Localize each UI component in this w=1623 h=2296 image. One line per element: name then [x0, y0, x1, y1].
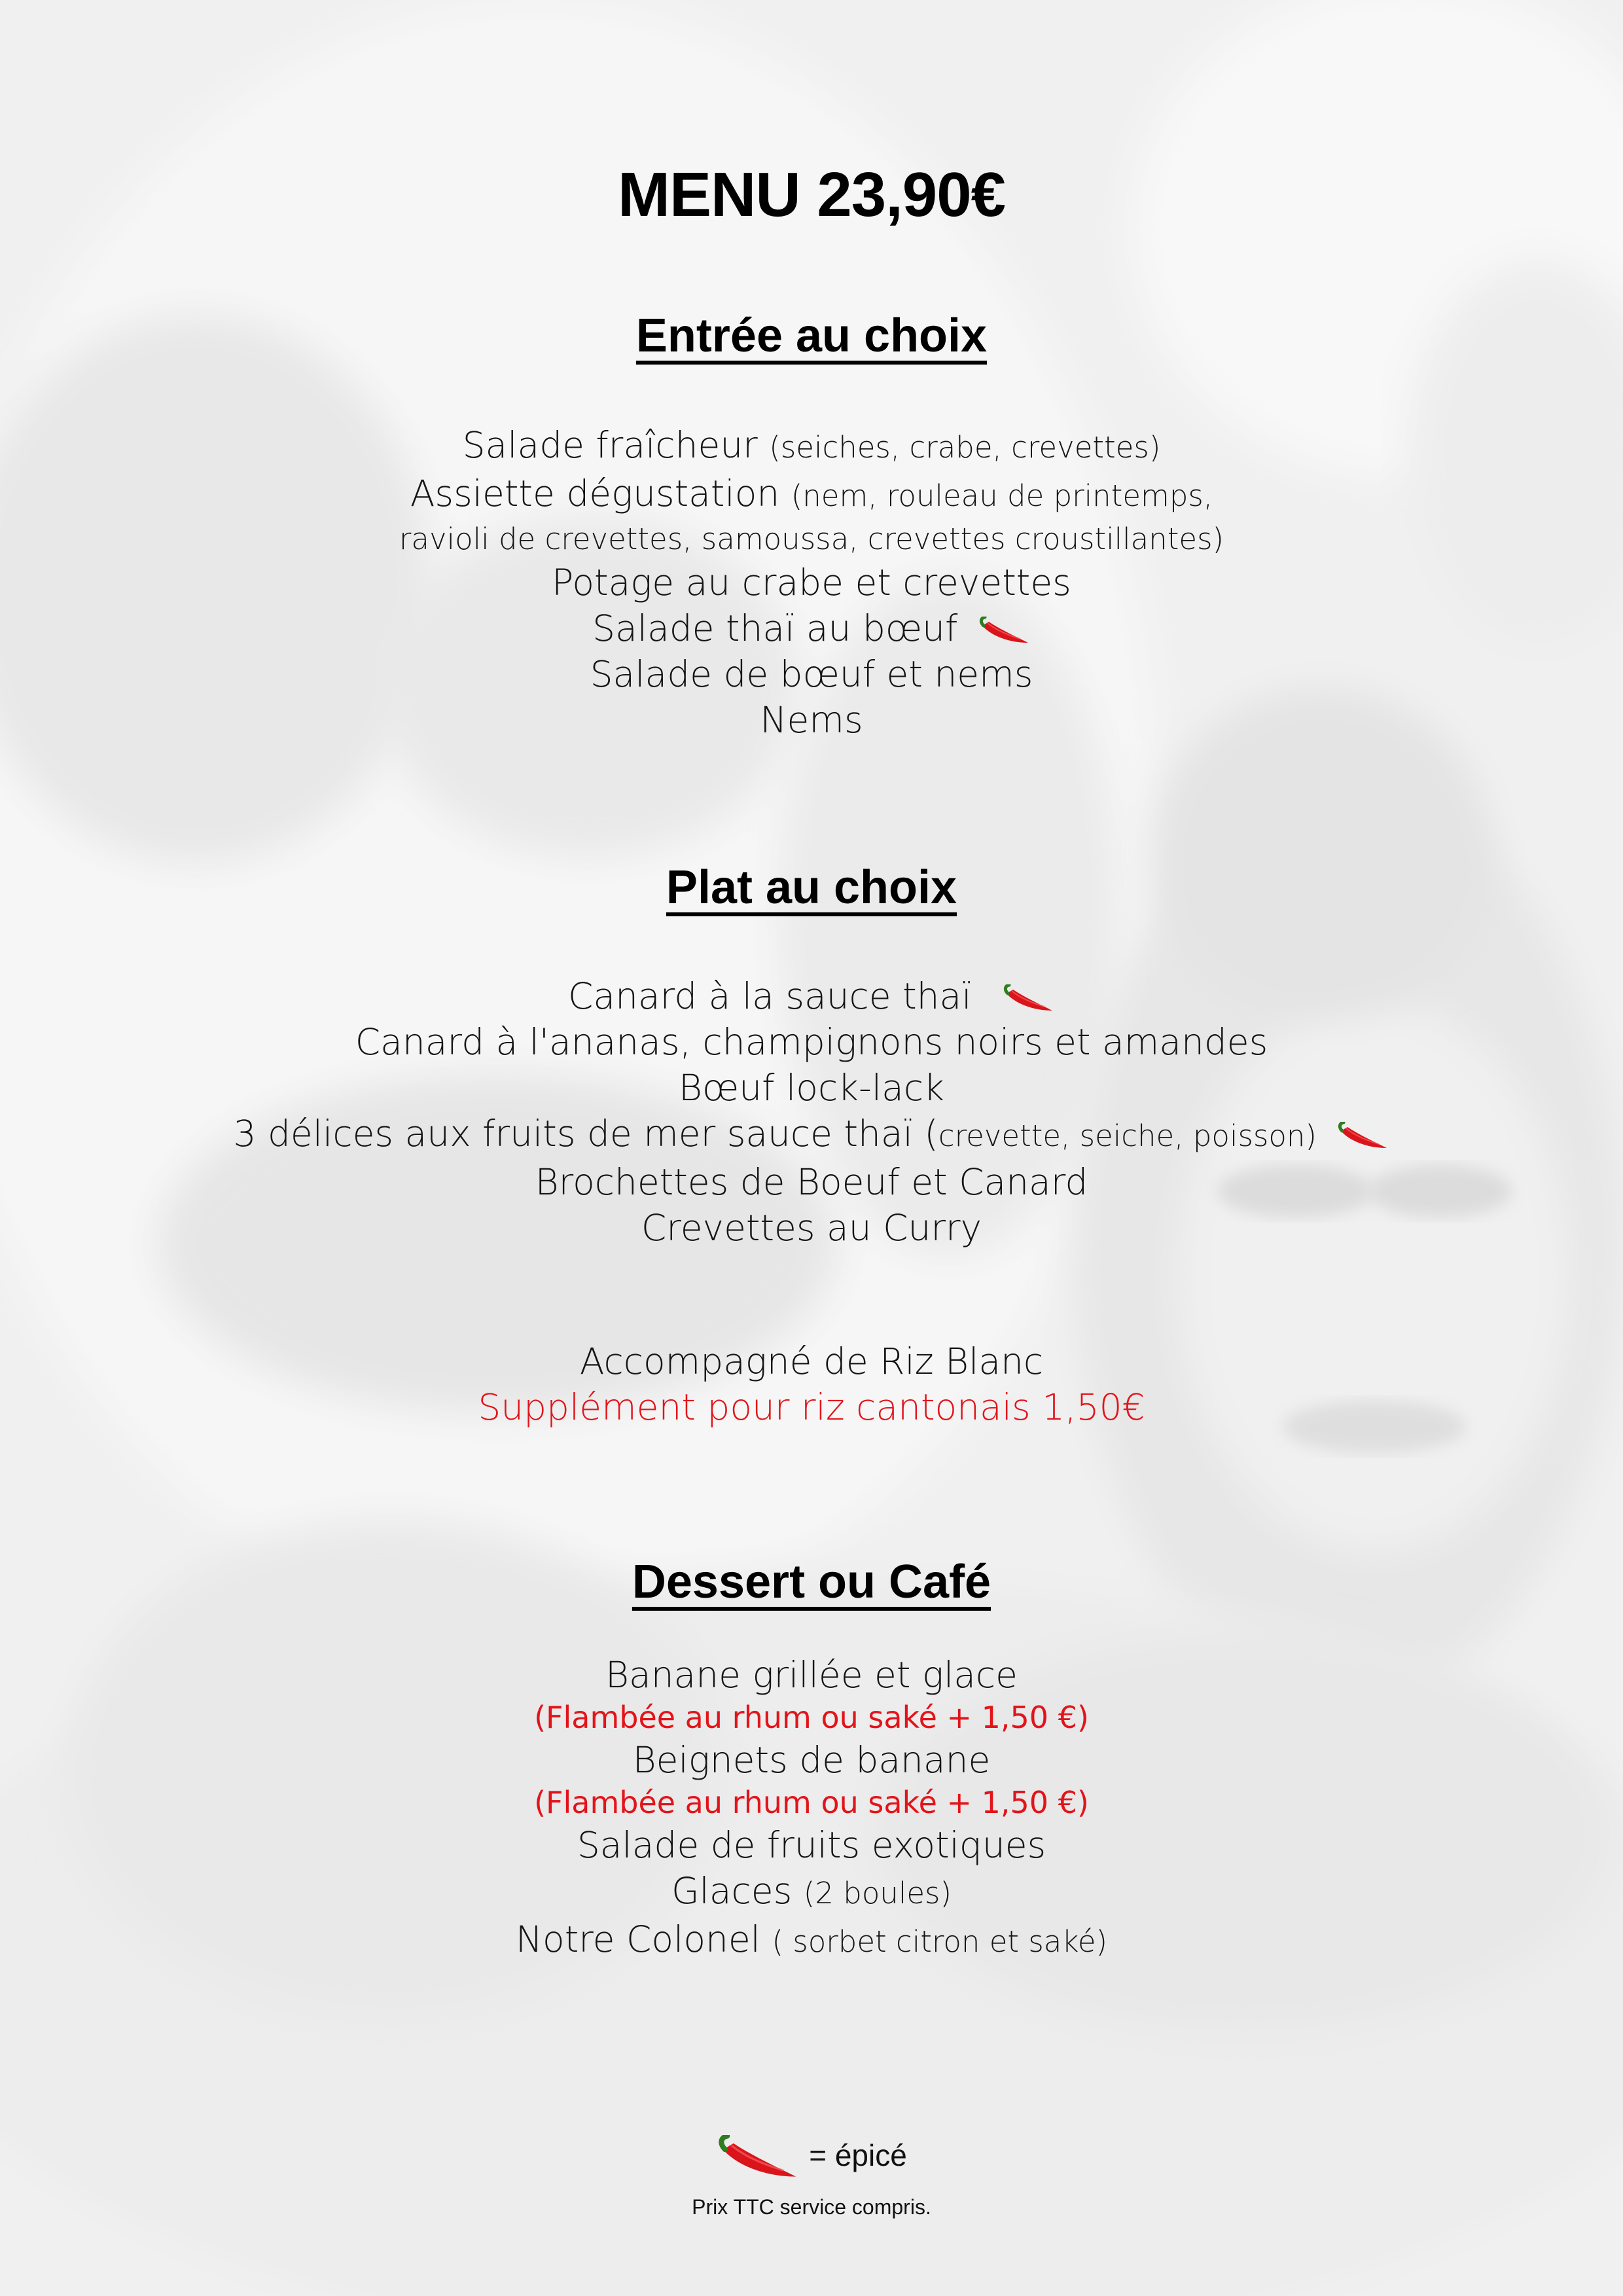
accompaniment-text: Accompagné de Riz Blanc: [579, 1340, 1044, 1382]
plat-item-brochettes: Brochettes de Boeuf et Canard: [535, 1161, 1088, 1203]
entree-item-salade-thai: Salade thaï au bœuf: [0, 605, 1623, 651]
plat-item-canard-thai: Canard à la sauce thaï: [0, 973, 1623, 1019]
entree-item-assiette-detail: ravioli de crevettes, samoussa, crevettes croustillantes): [399, 522, 1224, 556]
dessert-item-banane-grillee: Banane grillée et glace: [605, 1654, 1018, 1696]
chili-pepper-icon: [1337, 1122, 1389, 1151]
plat-list: [0, 973, 1623, 1251]
chili-pepper-icon: [716, 2135, 801, 2181]
entree-item-nems: Nems: [760, 699, 863, 741]
plat-heading: Plat au choix: [666, 861, 957, 914]
plat-item-crevettes-curry: Crevettes au Curry: [641, 1207, 982, 1249]
entree-item-salade-fraicheur: Salade fraîcheur (seiches, crabe, crevettes): [462, 424, 1161, 466]
chili-pepper-icon: [978, 617, 1031, 645]
footer-note: Prix TTC service compris.: [692, 2195, 931, 2219]
plat-accompaniment: [0, 1338, 1623, 1430]
supplement-text: Supplément pour riz cantonais 1,50€: [478, 1386, 1145, 1428]
menu-title: MENU 23,90€: [618, 160, 1005, 230]
dessert-list: [0, 1652, 1623, 1965]
entree-item-salade-boeuf: Salade de bœuf et nems: [590, 653, 1033, 695]
dessert-item-beignets-note: (Flambée au rhum ou saké + 1,50 €): [534, 1785, 1089, 1820]
chili-pepper-icon: [1003, 984, 1055, 1013]
dessert-item-banane-grillee-note: (Flambée au rhum ou saké + 1,50 €): [534, 1700, 1089, 1735]
plat-item-boeuf-lock: Bœuf lock-lack: [679, 1067, 944, 1109]
plat-item-delices: 3 délices aux fruits de mer sauce thaï (crevette, seiche, poisson): [0, 1111, 1623, 1159]
entree-heading: Entrée au choix: [635, 310, 988, 362]
dessert-item-beignets: Beignets de banane: [632, 1739, 991, 1781]
dessert-item-colonel: Notre Colonel ( sorbet citron et saké): [515, 1918, 1108, 1960]
dessert-item-salade-fruits: Salade de fruits exotiques: [577, 1824, 1046, 1866]
legend-text: = épicé: [809, 2138, 907, 2172]
entree-item-potage: Potage au crabe et crevettes: [552, 562, 1071, 603]
dessert-heading: Dessert ou Café: [632, 1556, 991, 1608]
entree-list: [0, 422, 1623, 743]
spicy-legend: [0, 2132, 1623, 2181]
entree-item-assiette: Assiette dégustation (nem, rouleau de printemps,: [410, 473, 1213, 514]
dessert-item-glaces: Glaces (2 boules): [671, 1870, 952, 1912]
plat-item-canard-ananas: Canard à l'ananas, champignons noirs et amandes: [355, 1021, 1268, 1063]
